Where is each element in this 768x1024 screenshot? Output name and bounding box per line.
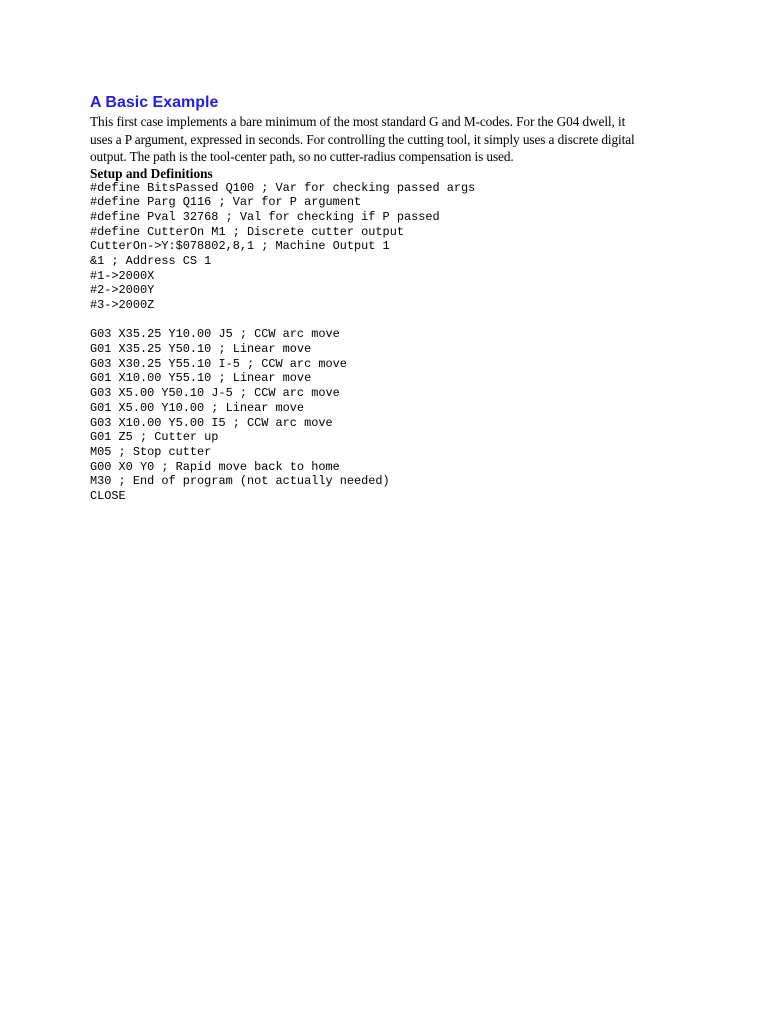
code-line: G03 X35.25 Y10.00 J5 ; CCW arc move [90,327,340,342]
code-line: G01 X35.25 Y50.10 ; Linear move [90,342,312,357]
code-line: G01 X10.00 Y55.10 ; Linear move [90,371,312,386]
code-line: #2->2000Y [90,283,155,298]
setup-subheading: Setup and Definitions [90,165,213,181]
code-line: #define CutterOn M1 ; Discrete cutter output [90,224,404,239]
code-line: G00 X0 Y0 ; Rapid move back to home [90,459,340,474]
code-line: G03 X30.25 Y55.10 I-5 ; CCW arc move [90,356,347,371]
intro-line: This first case implements a bare minimum of the most standard G and M-codes. For the G04 dwell, it [90,114,626,129]
code-line: CLOSE [90,488,126,503]
code-line: #define Parg Q116 ; Var for P argument [90,195,362,210]
code-blank-line [90,313,680,328]
intro-line: output. The path is the tool-center path, so no cutter-radius compensation is used. [90,149,514,164]
code-line: M05 ; Stop cutter [90,444,212,459]
code-line: G01 X5.00 Y10.00 ; Linear move [90,400,305,415]
code-line: #define Pval 32768 ; Val for checking if P passed [90,209,440,224]
code-line: M30 ; End of program (not actually needed) [90,474,390,489]
code-listing [90,181,680,504]
code-line: G01 Z5 ; Cutter up [90,430,219,445]
intro-line: uses a P argument, expressed in seconds. For controlling the cutting tool, it simply uses a discrete digital [90,131,635,147]
code-line: CutterOn->Y:$078802,8,1 ; Machine Output 1 [90,239,390,254]
document-page [90,93,680,504]
section-heading: A Basic Example [90,94,219,111]
code-line: #1->2000X [90,268,155,283]
intro-paragraph [90,113,680,166]
code-line: #define BitsPassed Q100 ; Var for checking passed args [90,180,476,195]
code-line: &1 ; Address CS 1 [90,253,212,268]
code-line: #3->2000Z [90,298,155,312]
code-line: G03 X10.00 Y5.00 I5 ; CCW arc move [90,415,333,430]
code-line: G03 X5.00 Y50.10 J-5 ; CCW arc move [90,386,340,401]
